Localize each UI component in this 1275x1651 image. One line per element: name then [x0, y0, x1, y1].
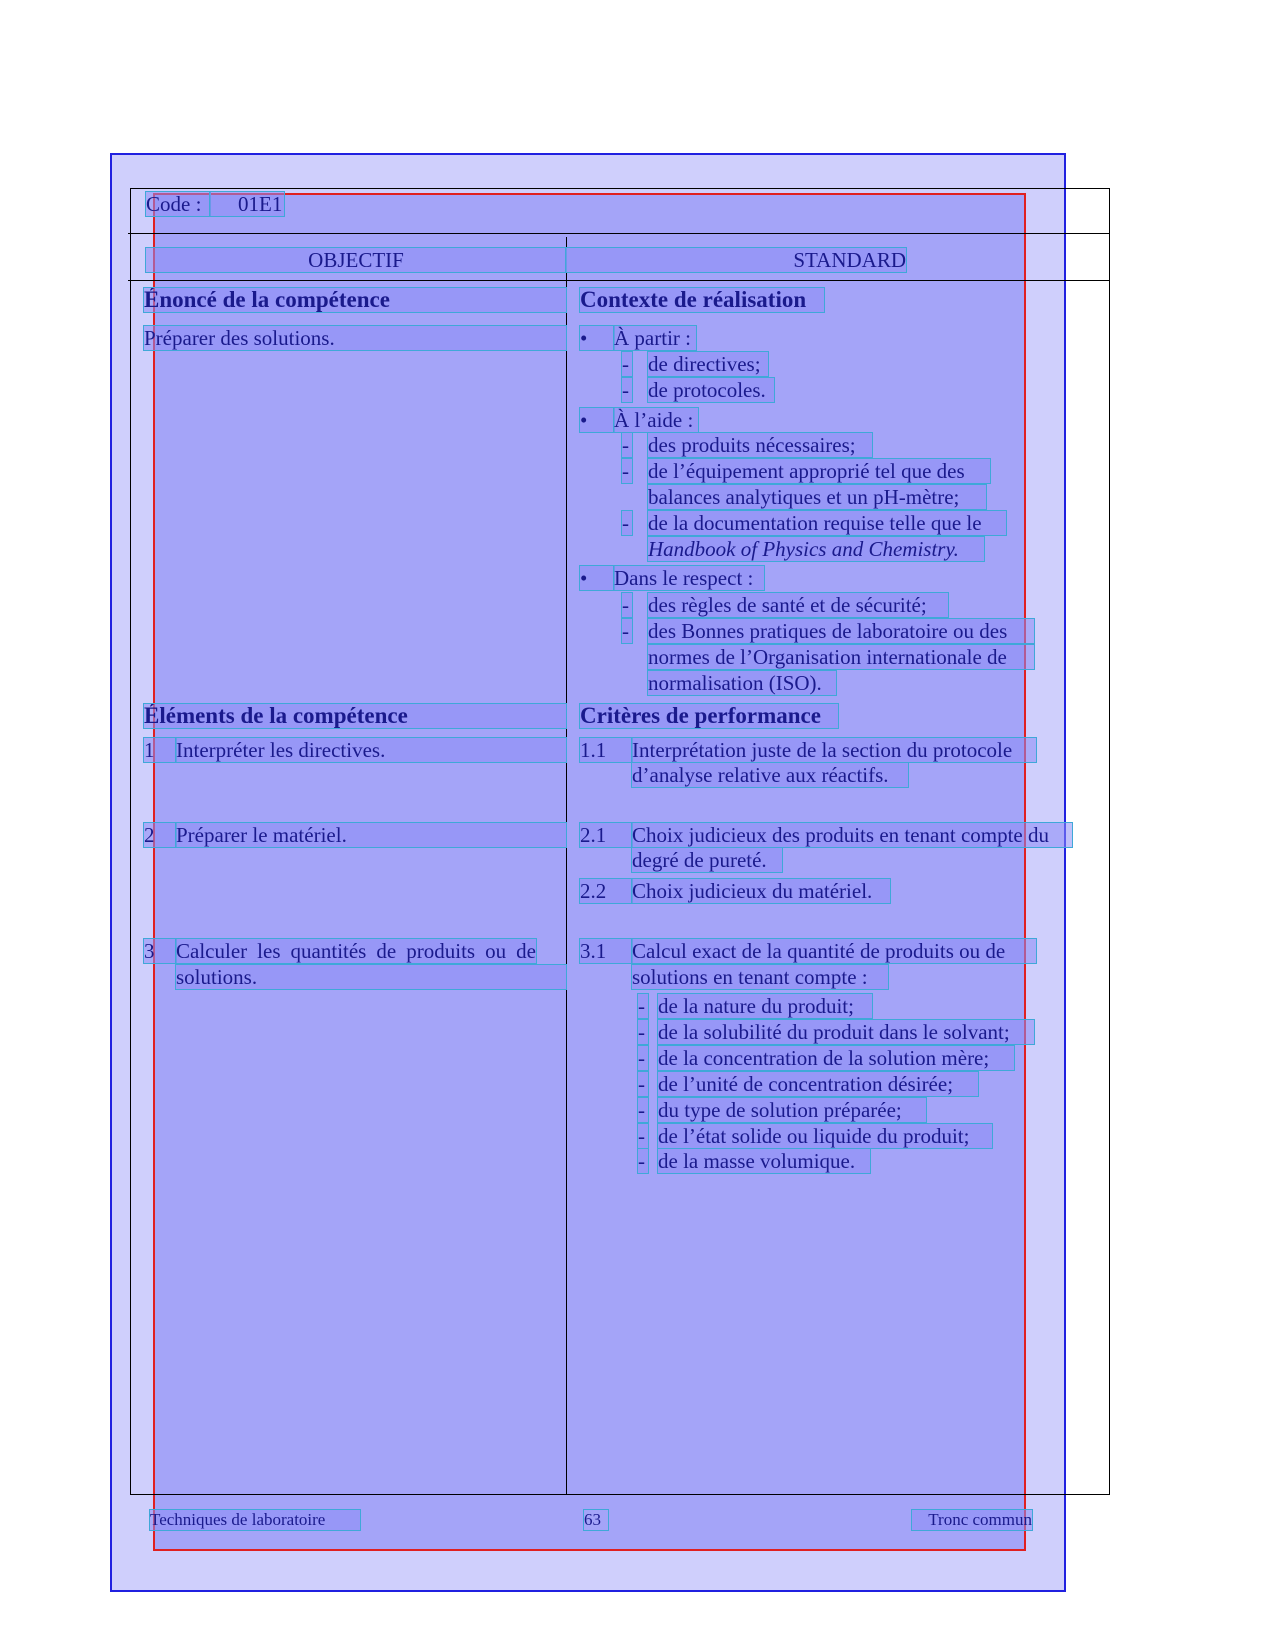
context-item: de la documentation requise telle que le: [648, 511, 1006, 535]
dash: -: [622, 378, 632, 402]
handbook-title: Handbook of Physics and Chemistry.: [648, 537, 984, 561]
dash: -: [638, 1046, 648, 1070]
critere-number: 3.1: [580, 939, 632, 963]
element-number: 1: [144, 738, 176, 762]
critere-subitem: de la nature du produit;: [658, 994, 872, 1018]
standard-header: STANDARD: [566, 248, 906, 272]
context-item: des produits nécessaires;: [648, 433, 872, 457]
critere-subitem: du type de solution préparée;: [658, 1098, 926, 1122]
objectif-header: OBJECTIF: [146, 248, 566, 272]
enonce-text: Préparer des solutions.: [144, 326, 566, 350]
criteres-title: Critères de performance: [580, 704, 838, 728]
dash: -: [622, 352, 632, 376]
dash: -: [638, 1098, 648, 1122]
context-item: de protocoles.: [648, 378, 774, 402]
dash: -: [622, 433, 632, 457]
element-text: Interpréter les directives.: [176, 738, 566, 762]
dash: -: [622, 511, 632, 535]
critere-text: degré de pureté.: [632, 848, 782, 872]
dash: -: [622, 593, 632, 617]
elements-title: Éléments de la compétence: [144, 704, 566, 728]
code-value: 01E1: [210, 192, 284, 216]
critere-subitem: de la concentration de la solution mère;: [658, 1046, 1014, 1070]
table-column-divider: [566, 237, 567, 1495]
context-item: de directives;: [648, 352, 768, 376]
context-item: des Bonnes pratiques de laboratoire ou des: [648, 619, 1034, 643]
critere-subitem: de la solubilité du produit dans le solvant;: [658, 1020, 1034, 1044]
table-rule-header-top: [128, 233, 1110, 234]
element-text: solutions.: [176, 965, 566, 989]
context-item: normes de l’Organisation internationale de: [648, 645, 1034, 669]
footer-program: Techniques de laboratoire: [150, 1510, 360, 1530]
context-item: balances analytiques et un pH-mètre;: [648, 485, 986, 509]
context-item: normalisation (ISO).: [648, 671, 836, 695]
contexte-title: Contexte de réalisation: [580, 288, 824, 312]
critere-subitem: de l’unité de concentration désirée;: [658, 1072, 978, 1096]
footer-section: Tronc commun: [912, 1510, 1032, 1530]
bullet: •: [580, 408, 614, 432]
context-label: À l’aide :: [614, 408, 698, 432]
critere-text: d’analyse relative aux réactifs.: [632, 763, 908, 787]
element-number: 3: [144, 939, 176, 963]
dash: -: [638, 994, 648, 1018]
critere-subitem: de la masse volumique.: [658, 1149, 870, 1173]
critere-text: solutions en tenant compte :: [632, 965, 888, 989]
element-text: Préparer le matériel.: [176, 823, 566, 847]
critere-number: 2.2: [580, 879, 632, 903]
code-label: Code :: [146, 192, 210, 216]
dash: -: [622, 459, 632, 483]
critere-text: Calcul exact de la quantité de produits ou de: [632, 939, 1036, 963]
table-rule-header-bottom: [128, 280, 1110, 281]
context-item: des règles de santé et de sécurité;: [648, 593, 948, 617]
element-number: 2: [144, 823, 176, 847]
context-label: Dans le respect :: [614, 566, 764, 590]
dash: -: [638, 1072, 648, 1096]
bullet: •: [580, 566, 614, 590]
context-item: de l’équipement approprié tel que des: [648, 459, 990, 483]
dash: -: [638, 1149, 648, 1173]
enonce-title: Énoncé de la compétence: [144, 288, 566, 312]
critere-number: 1.1: [580, 738, 632, 762]
critere-text: Interprétation juste de la section du protocole: [632, 738, 1036, 762]
dash: -: [622, 619, 632, 643]
element-text: Calculer les quantités de produits ou de: [176, 939, 536, 963]
dash: -: [638, 1020, 648, 1044]
context-label: À partir :: [614, 326, 696, 350]
bullet: •: [580, 326, 614, 350]
dash: -: [638, 1124, 648, 1148]
footer-page-number: 63: [584, 1510, 608, 1530]
critere-text: Choix judicieux des produits en tenant compte du: [632, 823, 1072, 847]
critere-text: Choix judicieux du matériel.: [632, 879, 890, 903]
critere-number: 2.1: [580, 823, 632, 847]
critere-subitem: de l’état solide ou liquide du produit;: [658, 1124, 992, 1148]
